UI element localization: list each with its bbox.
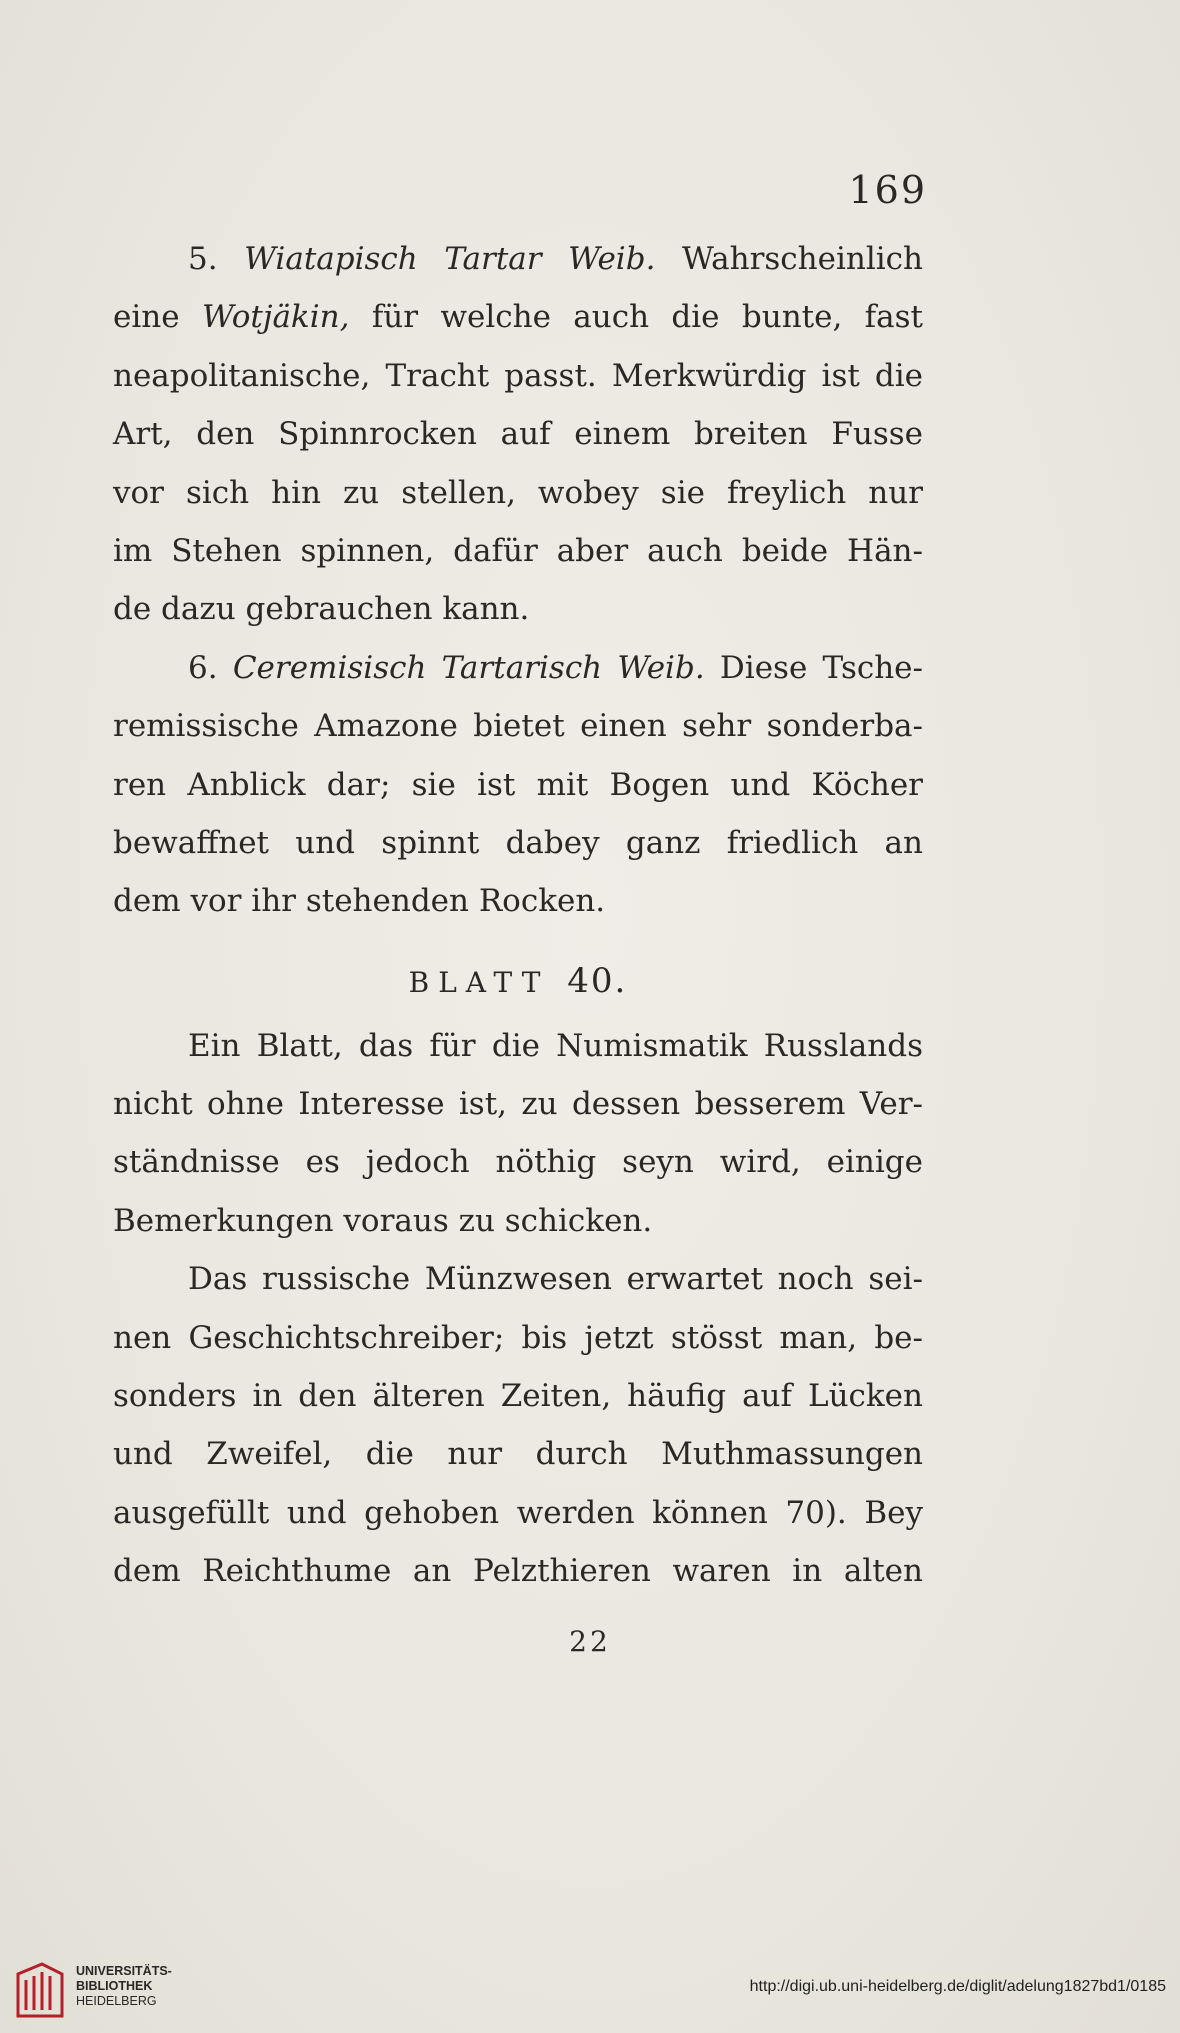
text-line: remissische Amazone bietet einen sehr sonderba- bbox=[113, 708, 923, 745]
text-line: Art, den Spinnrocken auf einem breiten Fusse bbox=[113, 416, 923, 453]
text-fragment: eine bbox=[113, 299, 180, 336]
library-line: BIBLIOTHEK bbox=[76, 1979, 153, 1993]
text-fragment: Wahrscheinlich bbox=[681, 241, 924, 277]
text-line: Ein Blatt, das für die Numismatik Russlands bbox=[188, 1027, 923, 1064]
text-fragment: für welche auch die bunte, fast bbox=[371, 299, 924, 336]
signature-mark: 22 bbox=[569, 1625, 611, 1658]
text-line: Bemerkungen voraus zu schicken. bbox=[113, 1202, 653, 1239]
library-line: HEIDELBERG bbox=[76, 1994, 157, 2008]
text-line: im Stehen spinnen, dafür aber auch beide Hän- bbox=[113, 532, 923, 569]
text-line: nicht ohne Interesse ist, zu dessen besserem Ver- bbox=[113, 1086, 923, 1123]
source-url[interactable]: http://digi.ub.uni-heidelberg.de/diglit/adelung1827bd1/0185 bbox=[749, 1978, 1166, 1995]
footer bbox=[0, 1944, 1180, 2033]
text-line: und Zweifel, die nur durch Muthmassungen bbox=[113, 1436, 923, 1473]
plate-title-italic: Wiatapisch Tartar Weib. bbox=[244, 241, 656, 277]
text-line: dem Reichthume an Pelzthieren waren in alten bbox=[113, 1553, 923, 1590]
page-number: 169 bbox=[848, 168, 927, 212]
library-logo-icon bbox=[12, 1960, 68, 2022]
text-line: dem vor ihr stehenden Rocken. bbox=[113, 883, 606, 920]
italic-term: Wotjäkin, bbox=[201, 299, 350, 336]
plate-title-italic: Ceremisisch Tartarisch Weib. bbox=[232, 649, 705, 686]
library-name bbox=[76, 1964, 172, 2009]
heading-word: BLATT bbox=[408, 965, 550, 999]
text-line: de dazu gebrauchen kann. bbox=[113, 591, 530, 628]
text-line: ständnisse es jedoch nöthig seyn wird, einige bbox=[113, 1144, 923, 1181]
text-line: neapolitanische, Tracht passt. Merkwürdig ist die bbox=[113, 357, 923, 394]
text-line bbox=[113, 288, 923, 346]
text-line bbox=[113, 639, 923, 697]
text-fragment: Diese Tsche- bbox=[719, 649, 924, 686]
text-line: ren Anblick dar; sie ist mit Bogen und Köcher bbox=[113, 766, 923, 803]
item-number: 6. bbox=[188, 649, 218, 686]
text-line: nen Geschichtschreiber; bis jetzt stösst man, be- bbox=[113, 1319, 923, 1356]
library-line: UNIVERSITÄTS- bbox=[76, 1964, 172, 1978]
heading-number: 40. bbox=[567, 960, 628, 1001]
text-line: bewaffnet und spinnt dabey ganz friedlich an bbox=[113, 824, 923, 861]
body-text bbox=[113, 230, 923, 1601]
text-line: vor sich hin zu stellen, wobey sie freylich nur bbox=[113, 474, 923, 511]
item-number: 5. bbox=[188, 241, 218, 277]
section-heading bbox=[113, 931, 923, 1017]
text-line: ausgefüllt und gehoben werden können 70). Bey bbox=[113, 1494, 923, 1531]
text-line: sonders in den älteren Zeiten, häufig auf Lücken bbox=[113, 1378, 923, 1415]
text-line bbox=[113, 230, 923, 288]
text-line: Das russische Münzwesen erwartet noch sei- bbox=[188, 1261, 923, 1298]
